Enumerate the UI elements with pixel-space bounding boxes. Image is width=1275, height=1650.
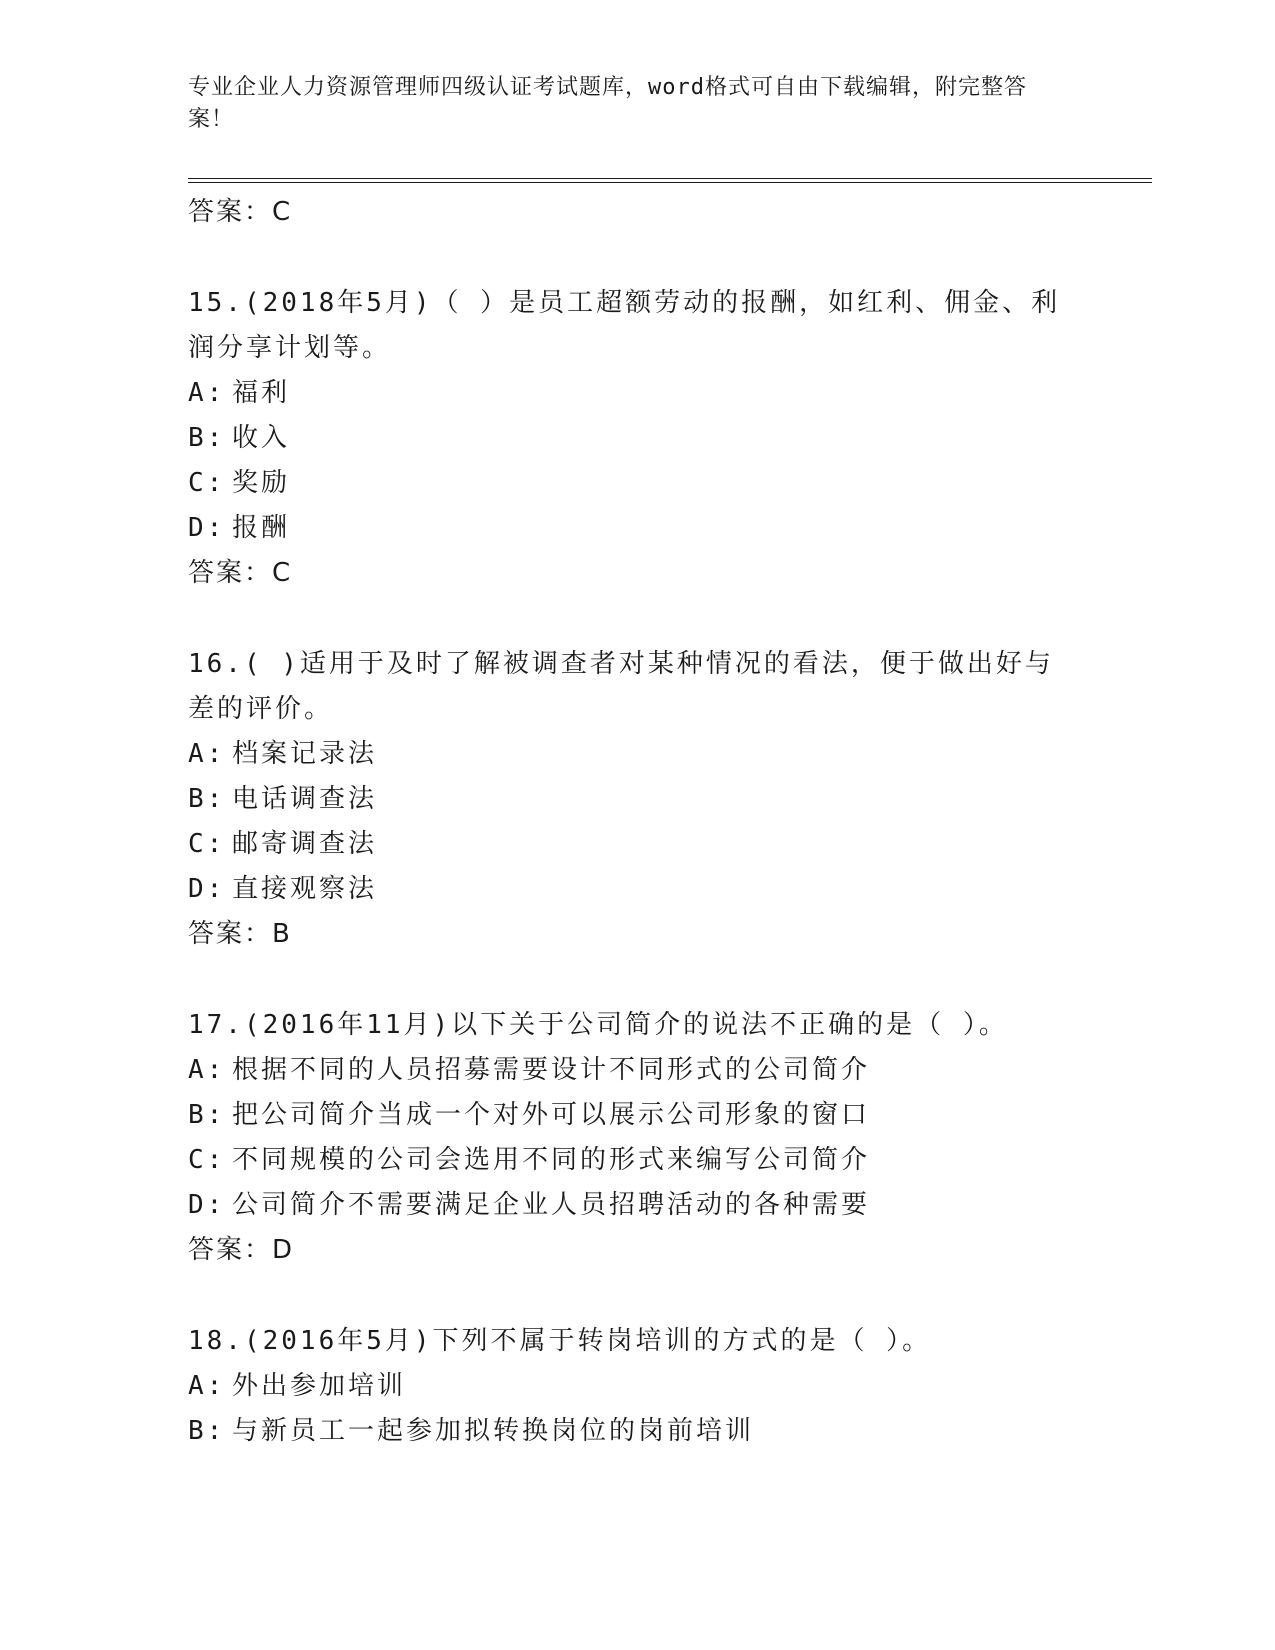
question-stem: 18.(2016年5月)下列不属于转岗培训的方式的是（ ）。 <box>188 1326 932 1356</box>
option-letter: C: <box>188 1145 226 1175</box>
option-text: 奖励 <box>232 468 291 498</box>
option-text: 直接观察法 <box>232 874 378 904</box>
option-d <box>188 1183 1148 1228</box>
option-c <box>188 822 1148 867</box>
option-text: 收入 <box>232 423 291 453</box>
option-b <box>188 416 1148 461</box>
option-text: 福利 <box>232 378 291 408</box>
option-letter: A: <box>188 1055 226 1085</box>
option-a <box>188 1048 1148 1093</box>
option-letter: B: <box>188 784 226 814</box>
option-letter: A: <box>188 1371 226 1401</box>
option-d <box>188 506 1148 551</box>
option-c <box>188 1138 1148 1183</box>
answer-line: 答案：C <box>188 558 293 588</box>
option-a <box>188 1364 1148 1409</box>
answer-line: 答案：B <box>188 919 292 949</box>
option-letter: B: <box>188 1416 226 1446</box>
option-letter: C: <box>188 829 226 859</box>
option-b <box>188 777 1148 822</box>
question-stem: 15.(2018年5月)（ ）是员工超额劳动的报酬，如红利、佣金、利润分享计划等。 <box>188 288 1061 363</box>
question-list <box>188 190 1148 1454</box>
option-letter: A: <box>188 378 226 408</box>
option-a <box>188 732 1148 777</box>
question-stem: 16.( )适用于及时了解被调查者对某种情况的看法，便于做出好与差的评价。 <box>188 649 1054 724</box>
option-b <box>188 1409 1148 1454</box>
question-15 <box>188 281 1148 596</box>
option-text: 公司简介不需要满足企业人员招聘活动的各种需要 <box>232 1190 871 1220</box>
header-divider <box>188 178 1152 183</box>
header-note: 专业企业人力资源管理师四级认证考试题库，word格式可自由下载编辑，附完整答案！ <box>188 75 1027 132</box>
option-b <box>188 1093 1148 1138</box>
option-letter: D: <box>188 513 226 543</box>
question-stem: 17.(2016年11月)以下关于公司简介的说法不正确的是（ ）。 <box>188 1010 1008 1040</box>
option-a <box>188 371 1148 416</box>
question-17 <box>188 1003 1148 1273</box>
option-letter: C: <box>188 468 226 498</box>
question-16 <box>188 642 1148 957</box>
answer-line: 答案：C <box>188 197 293 227</box>
option-letter: A: <box>188 739 226 769</box>
option-text: 与新员工一起参加拟转换岗位的岗前培训 <box>232 1416 755 1446</box>
answer-line: 答案：D <box>188 1235 295 1265</box>
option-text: 电话调查法 <box>232 784 378 814</box>
option-text: 不同规模的公司会选用不同的形式来编写公司简介 <box>232 1145 871 1175</box>
option-letter: D: <box>188 1190 226 1220</box>
option-text: 把公司简介当成一个对外可以展示公司形象的窗口 <box>232 1100 871 1130</box>
option-text: 邮寄调查法 <box>232 829 378 859</box>
option-text: 档案记录法 <box>232 739 378 769</box>
question-18 <box>188 1319 1148 1454</box>
option-letter: B: <box>188 423 226 453</box>
option-d <box>188 867 1148 912</box>
option-text: 根据不同的人员招募需要设计不同形式的公司简介 <box>232 1055 871 1085</box>
option-c <box>188 461 1148 506</box>
option-text: 外出参加培训 <box>232 1371 407 1401</box>
option-letter: B: <box>188 1100 226 1130</box>
option-text: 报酬 <box>232 513 291 543</box>
option-letter: D: <box>188 874 226 904</box>
